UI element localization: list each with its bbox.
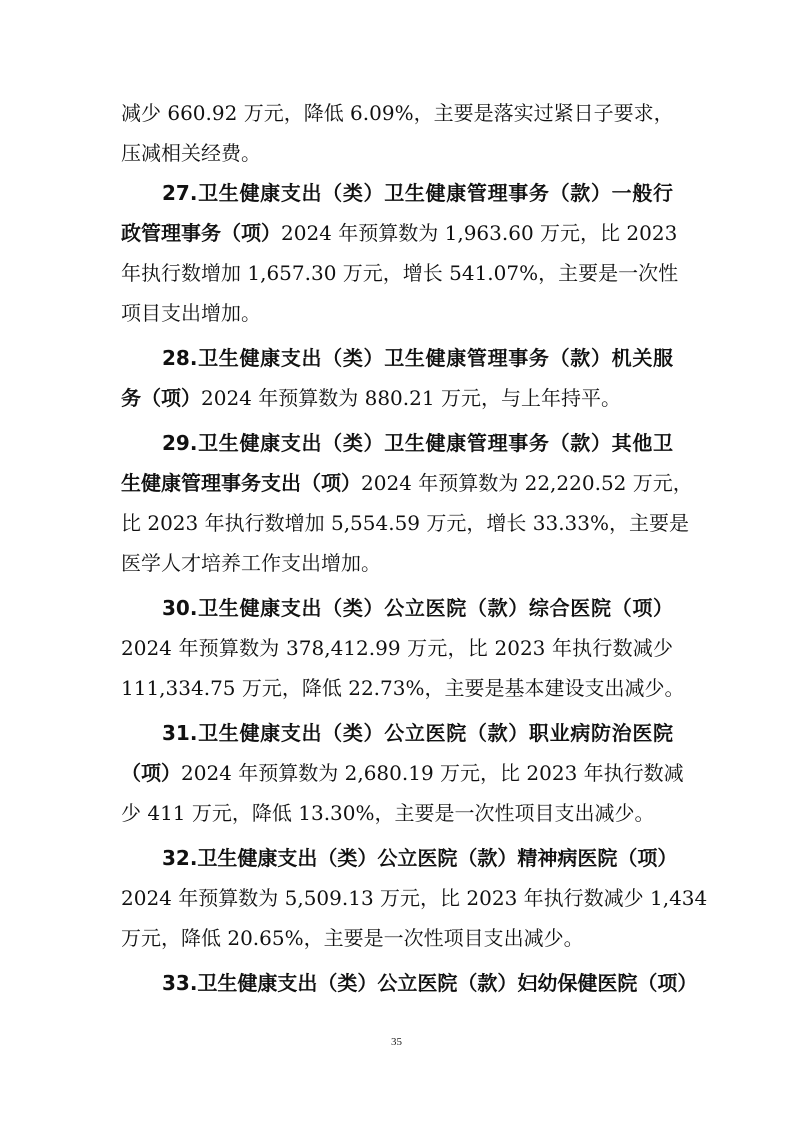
item-heading: 29.卫生健康支出（类）卫生健康管理事务（款）其他卫	[162, 431, 673, 455]
item-heading: 生健康管理事务支出（项）	[121, 471, 361, 495]
line-text: 2024 年预算数为 880.21 万元，与上年持平。	[201, 386, 621, 410]
paragraph-1-line-1	[121, 100, 673, 126]
paragraph-1-line-2	[121, 140, 673, 166]
line-text: 压减相关经费。	[121, 141, 261, 165]
paragraph-6-line-1	[162, 720, 673, 746]
paragraph-4-line-2	[121, 470, 693, 496]
paragraph-6-line-2	[121, 760, 684, 786]
paragraph-4-line-3	[121, 510, 690, 536]
line-text: 2024 年预算数为 22,220.52 万元，	[361, 471, 693, 495]
line-text: 2024 年预算数为 378,412.99 万元，比 2023 年执行数减少	[121, 636, 673, 660]
paragraph-8-line-1	[162, 970, 698, 996]
item-heading: 务（项）	[121, 386, 201, 410]
item-heading: 28.卫生健康支出（类）卫生健康管理事务（款）机关服	[162, 346, 673, 370]
line-text: 少 411 万元，降低 13.30%，主要是一次性项目支出减少。	[121, 801, 655, 825]
item-heading: 33.卫生健康支出（类）公立医院（款）妇幼保健医院（项）	[162, 971, 698, 995]
line-text: 2024 年预算数为 1,963.60 万元，比 2023	[281, 221, 678, 245]
paragraph-7-line-3	[121, 925, 673, 951]
line-text: 年执行数增加 1,657.30 万元，增长 541.07%，主要是一次性	[121, 261, 679, 285]
paragraph-7-line-1	[162, 845, 678, 871]
line-text: 减少 660.92 万元，降低 6.09%，主要是落实过紧日子要求，	[121, 101, 674, 125]
line-text: 2024 年预算数为 5,509.13 万元，比 2023 年执行数减少 1,434	[121, 886, 708, 910]
paragraph-6-line-3	[121, 800, 673, 826]
item-heading: 27.卫生健康支出（类）卫生健康管理事务（款）一般行	[162, 181, 673, 205]
paragraph-4-line-1	[162, 430, 673, 456]
paragraph-2-line-4	[121, 300, 673, 326]
paragraph-5-line-2	[121, 635, 673, 661]
paragraph-7-line-2	[121, 885, 708, 911]
item-heading: （项）	[121, 761, 181, 785]
paragraph-2-line-1	[162, 180, 673, 206]
item-heading: 30.卫生健康支出（类）公立医院（款）综合医院（项）	[162, 596, 673, 620]
line-text: 医学人才培养工作支出增加。	[121, 551, 381, 575]
line-text: 项目支出增加。	[121, 301, 261, 325]
paragraph-3-line-2	[121, 385, 673, 411]
line-text: 万元，降低 20.65%，主要是一次性项目支出减少。	[121, 926, 584, 950]
paragraph-5-line-3	[121, 675, 685, 701]
paragraph-2-line-3	[121, 260, 679, 286]
line-text: 111,334.75 万元，降低 22.73%，主要是基本建设支出减少。	[121, 676, 685, 700]
item-heading: 政管理事务（项）	[121, 221, 281, 245]
paragraph-5-line-1	[162, 595, 673, 621]
page-number: 35	[391, 1036, 402, 1048]
paragraph-4-line-4	[121, 550, 673, 576]
line-text: 2024 年预算数为 2,680.19 万元，比 2023 年执行数减	[181, 761, 684, 785]
paragraph-3-line-1	[162, 345, 673, 371]
line-text: 比 2023 年执行数增加 5,554.59 万元，增长 33.33%，主要是	[121, 511, 690, 535]
item-heading: 31.卫生健康支出（类）公立医院（款）职业病防治医院	[162, 721, 673, 745]
item-heading: 32.卫生健康支出（类）公立医院（款）精神病医院（项）	[162, 846, 678, 870]
paragraph-2-line-2	[121, 220, 678, 246]
